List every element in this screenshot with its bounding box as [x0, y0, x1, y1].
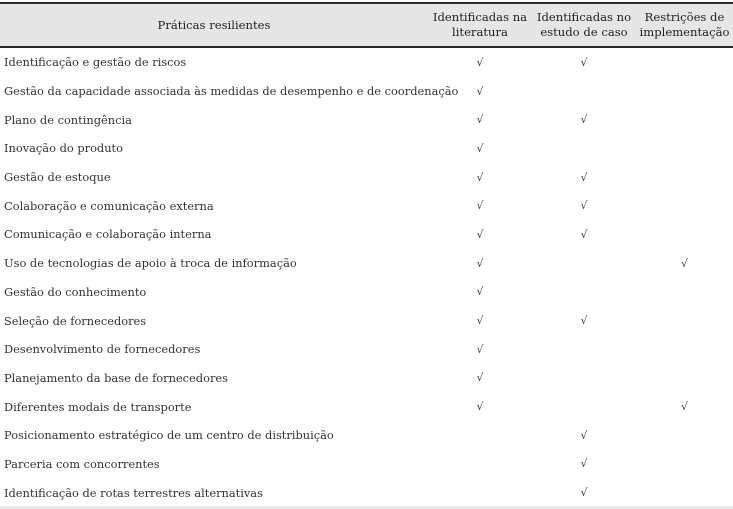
header-line: implementação — [639, 25, 730, 39]
check-estudo-caso-icon: √ — [580, 170, 588, 184]
check-restricoes-icon — [636, 105, 733, 134]
header-line: literatura — [452, 25, 508, 39]
check-estudo-caso-icon: √ — [580, 113, 588, 127]
table-row — [0, 278, 733, 307]
practice-label: Planejamento da base de fornecedores — [4, 370, 228, 385]
check-estudo-caso-icon — [532, 335, 636, 364]
check-restricoes-icon — [636, 364, 733, 393]
check-restricoes-icon — [636, 335, 733, 364]
check-estudo-caso-icon — [532, 249, 636, 278]
header-restricoes-implementacao — [636, 3, 733, 47]
practice-label: Identificação e gestão de riscos — [4, 55, 187, 70]
check-estudo-caso-icon: √ — [580, 457, 588, 471]
check-restricoes-icon — [636, 450, 733, 479]
check-literatura-icon — [428, 421, 532, 450]
practice-label: Comunicação e colaboração interna — [4, 227, 212, 242]
check-restricoes-icon — [636, 306, 733, 335]
table-header — [0, 3, 733, 47]
check-estudo-caso-icon: √ — [580, 199, 588, 213]
practice-label: Colaboração e comunicação externa — [4, 198, 214, 213]
check-estudo-caso-icon: √ — [580, 314, 588, 328]
table-row — [0, 450, 733, 479]
check-literatura-icon — [428, 478, 532, 508]
resilient-practices-table — [0, 2, 733, 509]
practice-label: Gestão do conhecimento — [4, 284, 147, 299]
table-row — [0, 191, 733, 220]
check-literatura-icon: √ — [476, 371, 484, 385]
check-restricoes-icon — [636, 77, 733, 106]
check-restricoes-icon — [636, 220, 733, 249]
header-praticas-resilientes — [0, 3, 428, 47]
check-restricoes-icon — [636, 191, 733, 220]
practice-label: Gestão da capacidade associada às medidas de desempenho e de coordenação — [4, 84, 459, 99]
header-row — [0, 3, 733, 47]
check-literatura-icon: √ — [476, 84, 484, 98]
table-row — [0, 335, 733, 364]
check-estudo-caso-icon — [532, 392, 636, 421]
header-line: Práticas resilientes — [157, 17, 271, 32]
table-row — [0, 220, 733, 249]
header-line: Identificadas no — [536, 10, 632, 24]
header-identificadas-estudo-caso — [532, 3, 636, 47]
check-restricoes-icon — [636, 278, 733, 307]
check-literatura-icon: √ — [476, 141, 484, 155]
check-restricoes-icon: √ — [680, 256, 688, 270]
practice-label: Identificação de rotas terrestres alternativas — [0, 478, 428, 508]
check-estudo-caso-icon: √ — [580, 227, 588, 241]
table-row — [0, 134, 733, 163]
table-row — [0, 163, 733, 192]
check-estudo-caso-icon: √ — [532, 478, 636, 508]
check-restricoes-icon — [636, 47, 733, 77]
table-row — [0, 364, 733, 393]
table-row — [0, 47, 733, 77]
table-row — [0, 249, 733, 278]
check-literatura-icon: √ — [476, 256, 484, 270]
check-literatura-icon — [428, 450, 532, 479]
check-restricoes-icon: √ — [680, 400, 688, 414]
practice-label: Seleção de fornecedores — [4, 313, 147, 328]
practice-label: Gestão de estoque — [4, 170, 111, 185]
practice-label: Plano de contingência — [4, 112, 132, 127]
check-restricoes-icon — [636, 163, 733, 192]
check-estudo-caso-icon: √ — [580, 428, 588, 442]
table-row — [0, 478, 733, 508]
check-literatura-icon: √ — [476, 170, 484, 184]
check-estudo-caso-icon: √ — [580, 55, 588, 69]
check-restricoes-icon — [636, 134, 733, 163]
check-literatura-icon: √ — [476, 227, 484, 241]
check-estudo-caso-icon — [532, 278, 636, 307]
table-row — [0, 421, 733, 450]
check-estudo-caso-icon — [532, 77, 636, 106]
practice-label: Posicionamento estratégico de um centro de distribuição — [4, 428, 334, 443]
check-literatura-icon: √ — [476, 199, 484, 213]
check-literatura-icon: √ — [476, 342, 484, 356]
table-row — [0, 105, 733, 134]
table-row — [0, 306, 733, 335]
practice-label: Uso de tecnologias de apoio à troca de informação — [4, 256, 297, 271]
check-literatura-icon: √ — [476, 400, 484, 414]
practice-label: Diferentes modais de transporte — [4, 399, 192, 414]
check-literatura-icon: √ — [476, 113, 484, 127]
check-restricoes-icon — [636, 478, 733, 508]
header-line: Restrições de — [644, 10, 725, 24]
header-line: Identificadas na — [432, 10, 528, 24]
check-estudo-caso-icon — [532, 134, 636, 163]
table-row — [0, 77, 733, 106]
check-estudo-caso-icon — [532, 364, 636, 393]
practice-label: Desenvolvimento de fornecedores — [4, 342, 201, 357]
practice-label: Parceria com concorrentes — [4, 456, 160, 471]
check-literatura-icon: √ — [476, 55, 484, 69]
check-restricoes-icon — [636, 421, 733, 450]
table-row — [0, 392, 733, 421]
header-identificadas-literatura — [428, 3, 532, 47]
check-literatura-icon: √ — [476, 314, 484, 328]
practice-label: Inovação do produto — [4, 141, 123, 156]
check-literatura-icon: √ — [476, 285, 484, 299]
header-line: estudo de caso — [540, 25, 628, 39]
table-body — [0, 47, 733, 508]
